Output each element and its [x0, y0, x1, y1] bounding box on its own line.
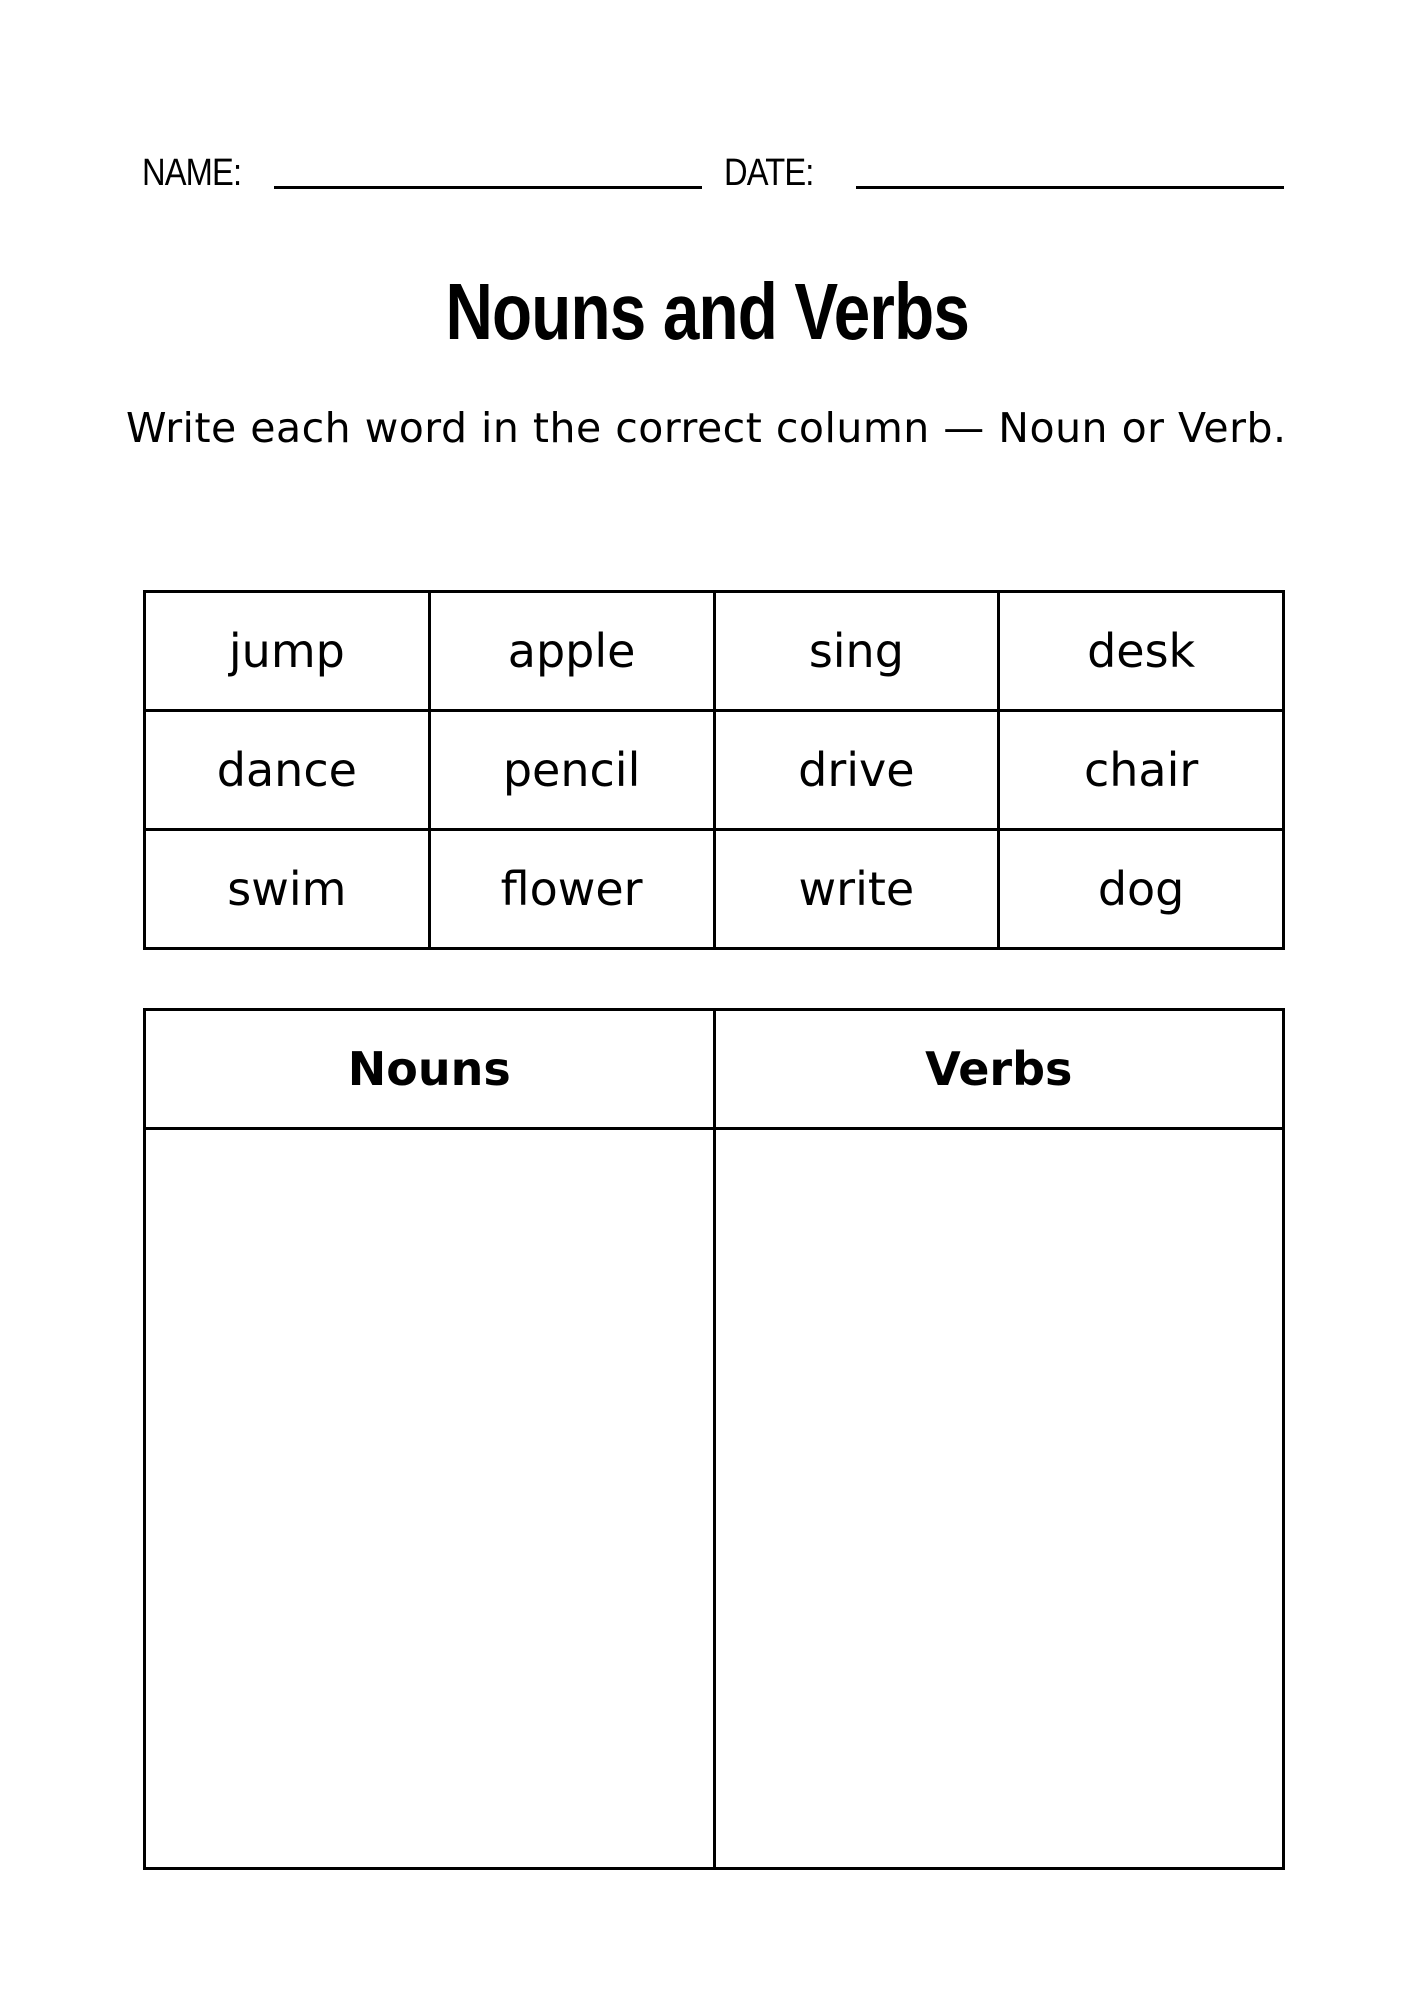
date-label: DATE: [724, 152, 814, 194]
word-cell: drive [714, 711, 999, 830]
word-bank-row [145, 592, 1284, 711]
word-cell: sing [714, 592, 999, 711]
word-cell: desk [999, 592, 1284, 711]
name-line[interactable] [274, 186, 702, 189]
instructions: Write each word in the correct column — Noun or Verb. [126, 404, 1287, 452]
page-title [0, 262, 1414, 362]
word-cell: apple [429, 592, 714, 711]
nouns-header: Nouns [145, 1010, 715, 1129]
sort-table-body-row [145, 1129, 1284, 1869]
word-cell: pencil [429, 711, 714, 830]
sort-table-header-row [145, 1010, 1284, 1129]
word-cell: chair [999, 711, 1284, 830]
verbs-answer-area[interactable] [714, 1129, 1284, 1869]
header-row [142, 148, 1284, 198]
nouns-answer-area[interactable] [145, 1129, 715, 1869]
date-line[interactable] [856, 186, 1284, 189]
sort-table [143, 1008, 1285, 1870]
word-cell: dog [999, 830, 1284, 949]
name-label: NAME: [142, 152, 242, 194]
verbs-header: Verbs [714, 1010, 1284, 1129]
word-cell: dance [145, 711, 430, 830]
word-cell: swim [145, 830, 430, 949]
word-cell: flower [429, 830, 714, 949]
word-cell: write [714, 830, 999, 949]
word-cell: jump [145, 592, 430, 711]
word-bank-row [145, 711, 1284, 830]
word-bank-table [143, 590, 1285, 950]
page-title-text: Nouns and Verbs [445, 267, 969, 356]
word-bank-row [145, 830, 1284, 949]
